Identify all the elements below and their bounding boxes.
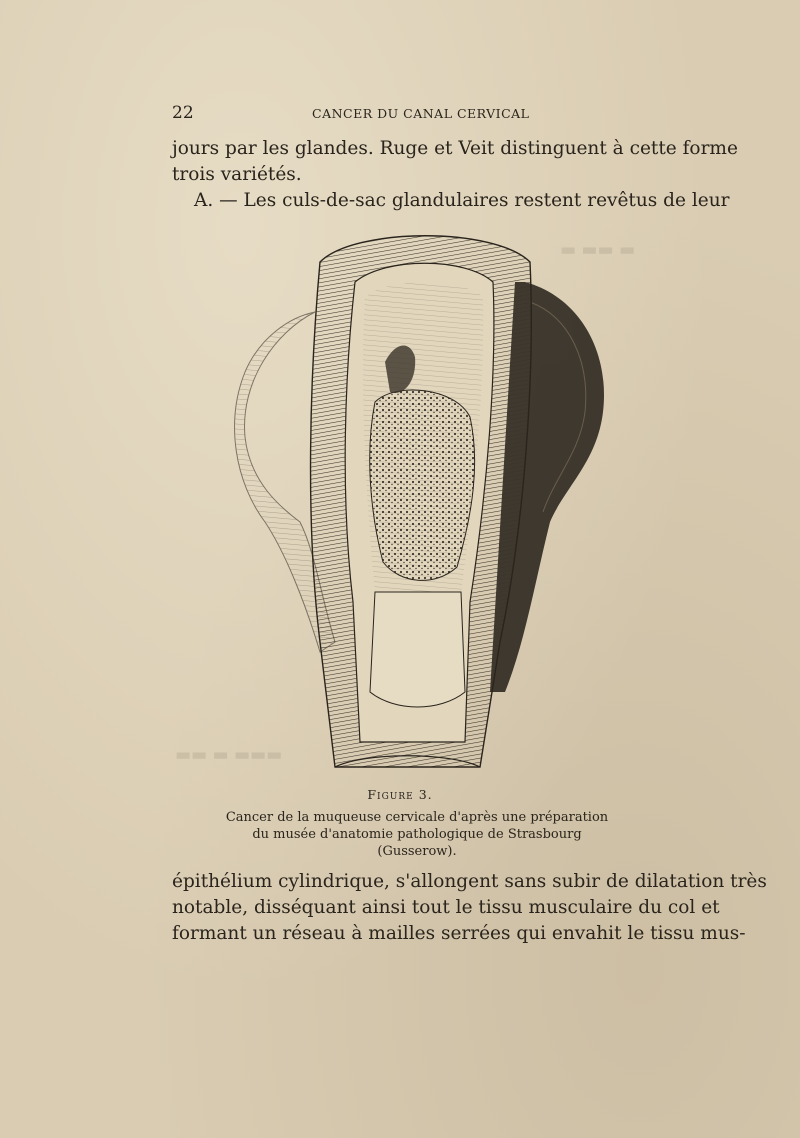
figure-caption bbox=[222, 809, 612, 860]
caption-line: Cancer de la muqueuse cervicale d'après une préparation bbox=[225, 810, 609, 825]
text-line: jours par les glandes. Ruge et Veit distinguent à cette forme bbox=[172, 138, 738, 159]
text-line: A. — Les culs-de-sac glandulaires restent revêtus de leur bbox=[194, 190, 730, 211]
page-number: 22 bbox=[172, 103, 194, 123]
anatomical-illustration bbox=[225, 222, 625, 782]
page-header bbox=[172, 103, 652, 125]
bleed-through: ▬ ▬▬ ▬ bbox=[560, 240, 636, 260]
figure-label: Figure 3. bbox=[367, 787, 433, 802]
text-line: trois variétés. bbox=[172, 164, 302, 185]
external-os bbox=[370, 592, 465, 707]
running-title: CANCER DU CANAL CERVICAL bbox=[312, 106, 530, 121]
bleed-through: ▬▬▬ ▬ ▬▬ bbox=[175, 745, 283, 765]
bottom-paragraph bbox=[172, 869, 767, 947]
text-line: formant un réseau à mailles serrées qui envahit le tissu mus- bbox=[172, 923, 746, 944]
tumour-mass bbox=[370, 390, 475, 580]
text-line: notable, disséquant ainsi tout le tissu musculaire du col et bbox=[172, 897, 720, 918]
text-line: épithélium cylindrique, s'allongent sans subir de dilatation très bbox=[172, 871, 767, 892]
caption-line: du musée d'anatomie pathologique de Strasbourg (Gusserow). bbox=[252, 827, 582, 859]
top-paragraph bbox=[172, 136, 738, 214]
